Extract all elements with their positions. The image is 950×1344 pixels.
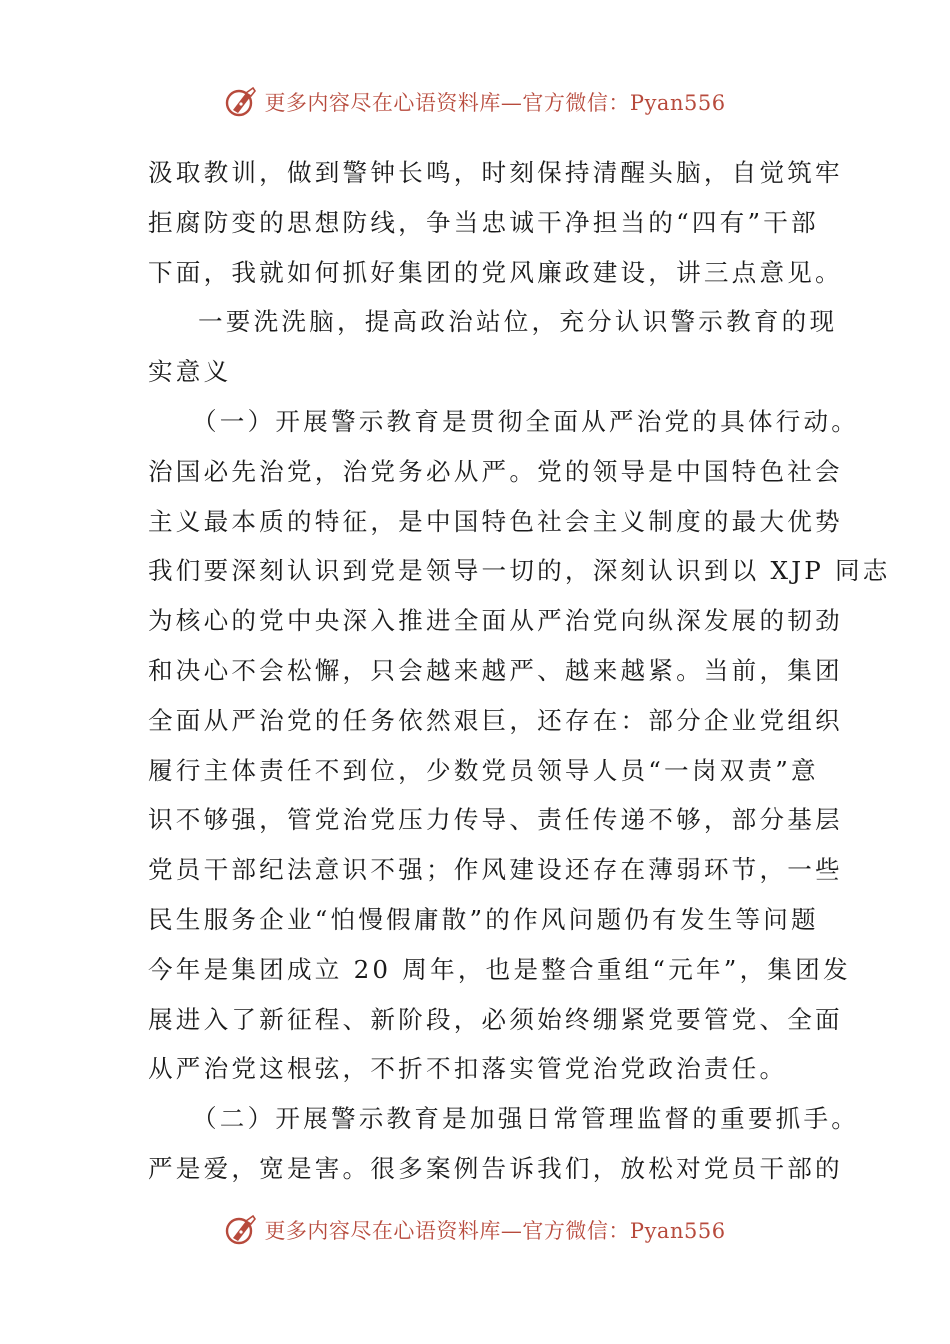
text-line: 今年是集团成立 20 周年，也是整合重组“元年”，集团发: [148, 954, 851, 984]
text-line: 民生服务企业“怕慢假庸散”的作风问题仍有发生等问题: [148, 904, 819, 934]
text-line: 下面，我就如何抓好集团的党风廉政建设，讲三点意见。: [148, 257, 843, 287]
text-line: 一要洗洗脑，提高政治站位，充分认识警示教育的现: [198, 307, 838, 337]
text-line: 为核心的党中央深入推进全面从严治党向纵深发展的韧劲: [148, 606, 843, 636]
text-line: 治国必先治党，治党务必从严。党的领导是中国特色社会: [148, 456, 843, 486]
text-line: 和决心不会松懈，只会越来越严、越来越紧。当前，集团: [148, 655, 843, 685]
text-line: 主义最本质的特征，是中国特色社会主义制度的最大优势: [148, 506, 843, 536]
document-body: [148, 148, 891, 1194]
text-line: 我们要深刻认识到党是领导一切的，深刻认识到以 XJP 同志: [148, 556, 891, 586]
pen-nib-circle-icon: [224, 1213, 258, 1247]
text-line: 展进入了新征程、新阶段，必须始终绷紧党要管党、全面: [148, 1004, 843, 1034]
watermark-text: 更多内容尽在心语资料库—官方微信：Pyan556: [264, 91, 726, 115]
pen-nib-circle-icon: [224, 85, 258, 119]
header-watermark: [0, 82, 950, 122]
text-line: 识不够强，管党治党压力传导、责任传递不够，部分基层: [148, 805, 843, 835]
text-line: 实意义: [148, 357, 232, 387]
text-line: （二）开展警示教育是加强日常管理监督的重要抓手。: [192, 1104, 860, 1134]
text-line: 全面从严治党的任务依然艰巨，还存在：部分企业党组织: [148, 705, 843, 735]
text-line: 履行主体责任不到位，少数党员领导人员“一岗双责”意: [148, 755, 819, 785]
text-line: 拒腐防变的思想防线，争当忠诚干净担当的“四有”干部: [148, 207, 819, 237]
watermark-text: 更多内容尽在心语资料库—官方微信：Pyan556: [264, 1219, 726, 1243]
text-line: （一）开展警示教育是贯彻全面从严治党的具体行动。: [192, 406, 860, 436]
text-line: 汲取教训，做到警钟长鸣，时刻保持清醒头脑，自觉筑牢: [148, 158, 843, 187]
text-line: 严是爱，宽是害。很多案例告诉我们，放松对党员干部的: [148, 1153, 843, 1183]
footer-watermark: [0, 1210, 950, 1250]
text-line: 党员干部纪法意识不强；作风建设还存在薄弱环节，一些: [148, 855, 843, 885]
text-line: 从严治党这根弦，不折不扣落实管党治党政治责任。: [148, 1054, 788, 1084]
